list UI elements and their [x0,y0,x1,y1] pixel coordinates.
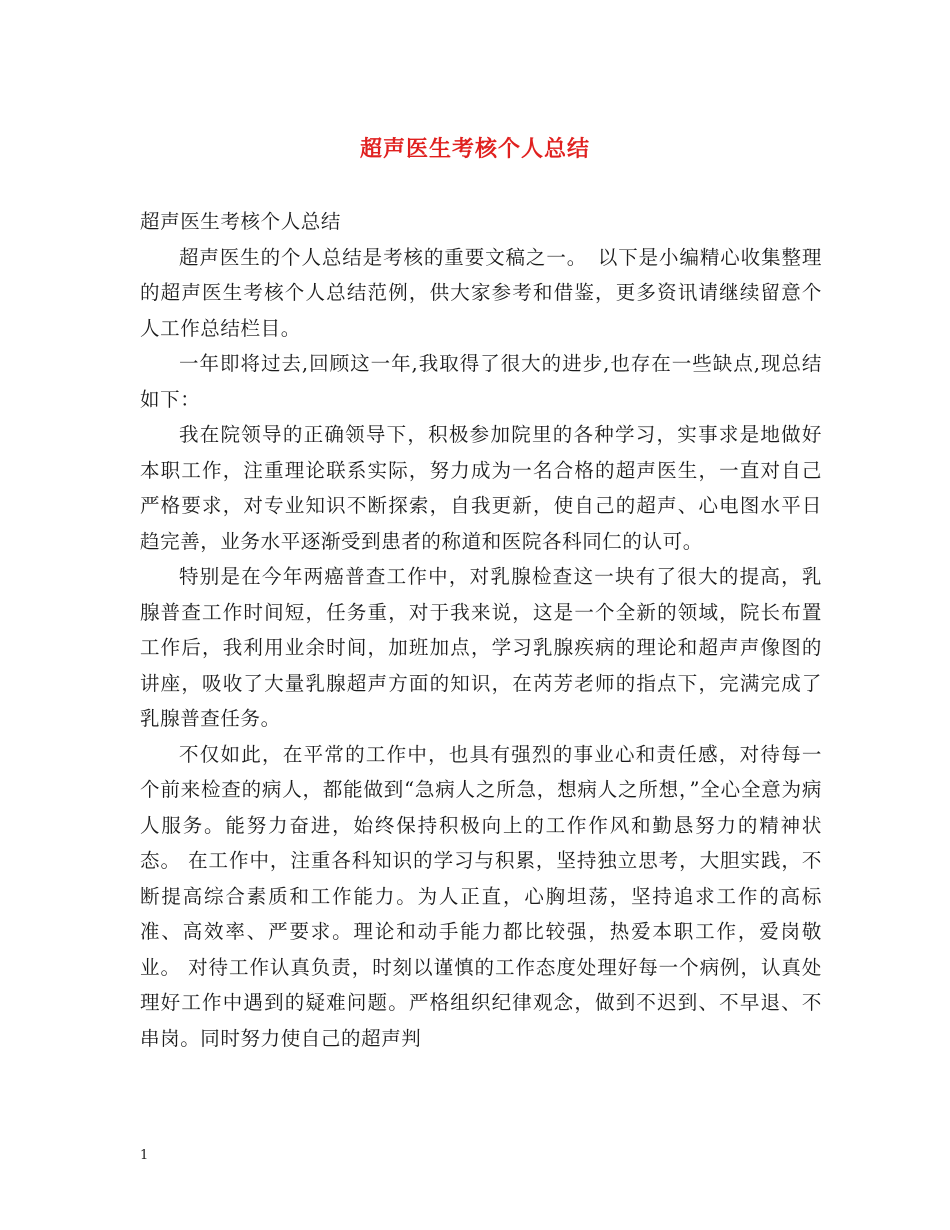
document-subtitle: 超声医生考核个人总结 [140,210,342,233]
document-title: 超声医生考核个人总结 [359,136,590,162]
paragraph-review: 一年即将过去,回顾这一年,我取得了很大的进步,也存在一些缺点,现总结如下： [140,352,822,411]
paragraph-attitude: 不仅如此，在平常的工作中，也具有强烈的事业心和责任感，对待每一个前来检查的病人，都能做到“急病人之所急，想病人之所想，”全心全意为病人服务。能努力奋进，始终保持积极向上的工作作风和勤恳努力的精神状态。 在工作中，注重各科知识的学习与积累，坚持独立思考，大胆实践，不断提高综合素质和工作能力。为人正直，心胸坦荡，坚持追求工作的高标准、高效率、严要求。理论和动手能力都比较强，热爱本职工作，爱岗敬业。 对待工作认真负责，时刻以谨慎的工作态度处理好每一个病例，认真处理好工作中遇到的疑难问题。严格组织纪律观念，做到不迟到、不早退、不串岗。同时努力使自己的超声判 [140,742,822,1050]
paragraph-screening: 特别是在今年两癌普查工作中，对乳腺检查这一块有了很大的提高，乳腺普查工作时间短，任务重，对于我来说，这是一个全新的领域，院长布置工作后，我利用业余时间，加班加点，学习乳腺疾病的理论和超声声像图的讲座，吸收了大量乳腺超声方面的知识，在芮芳老师的指点下，完满完成了乳腺普查任务。 [140,565,822,730]
document-body [140,204,822,1056]
paragraph-intro: 超声医生的个人总结是考核的重要文稿之一。 以下是小编精心收集整理的超声医生考核个人总结范例，供大家参考和借鉴，更多资讯请继续留意个人工作总结栏目。 [140,245,822,340]
page-number: 1 [140,1148,149,1163]
paragraph-work: 我在院领导的正确领导下，积极参加院里的各种学习，实事求是地做好本职工作，注重理论联系实际，努力成为一名合格的超声医生，一直对自己严格要求，对专业知识不断探索，自我更新，使自己的超声、心电图水平日趋完善，业务水平逐渐受到患者的称道和医院各科同仁的认可。 [140,423,822,553]
